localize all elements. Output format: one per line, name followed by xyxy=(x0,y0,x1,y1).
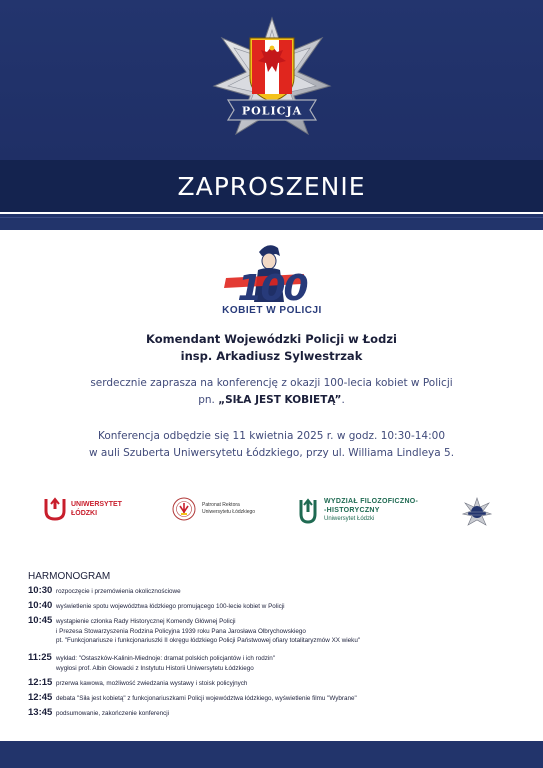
inviter-name: insp. Arkadiusz Sylwestrzak xyxy=(180,349,363,363)
schedule-time: 11:25 xyxy=(28,652,52,663)
schedule-time: 13:45 xyxy=(28,707,53,718)
conference-name-line xyxy=(0,392,543,409)
faculty-mark-icon xyxy=(298,498,318,524)
schedule-item xyxy=(28,615,360,646)
conference-name-suffix: . xyxy=(341,394,345,406)
schedule-time: 10:30 xyxy=(28,585,53,596)
university-mark-icon xyxy=(44,497,66,521)
university-logo xyxy=(44,497,122,521)
university-name-line2: ŁÓDZKI xyxy=(71,510,98,517)
schedule-desc: debata "Siła jest kobietą" z funkcjonariuszkami Policji województwa łódzkiego, wyświetlenie filmu "Wybrane" xyxy=(56,695,357,702)
rector-patronage-logo xyxy=(172,497,255,521)
title-band xyxy=(0,160,543,212)
schedule-item xyxy=(28,600,285,612)
schedule-time: 12:15 xyxy=(28,677,53,688)
event-location: w auli Szuberta Uniwersytetu Łódzkiego, przy ul. Williama Lindleya 5. xyxy=(88,447,455,459)
event-details xyxy=(0,428,543,462)
schedule-time: 12:45 xyxy=(28,692,53,703)
patronage-line1: Patronat Rektora xyxy=(202,502,240,508)
police-star-small-icon xyxy=(462,497,492,527)
footer-band xyxy=(0,741,543,768)
schedule-desc: przerwa kawowa, możliwość zwiedzania wystawy i stoisk policyjnych xyxy=(56,680,248,687)
faculty-university-line: Uniwersytet Łódzki xyxy=(324,516,375,522)
page-title: ZAPROSZENIE xyxy=(177,171,366,201)
schedule-item xyxy=(28,692,357,704)
schedule-time: 10:40 xyxy=(28,600,53,611)
schedule-desc: podsumowanie, zakończenie konferencji xyxy=(56,710,170,717)
schedule-desc: wyświetlenie spotu województwa łódzkiego promującego 100-lecie kobiet w Policji xyxy=(56,603,285,610)
police-emblem-logo xyxy=(462,497,492,531)
invitation-line: serdecznie zaprasza na konferencję z okazji 100-lecia kobiet w Policji xyxy=(90,377,453,389)
schedule-desc: i Prezesa Stowarzyszenia Rodzina Policyjna 1939 roku Pana Jarosława Olbrychowskiego xyxy=(56,627,306,635)
conference-name-prefix: pn. xyxy=(198,394,219,406)
logo-caption: KOBIET W POLICJI xyxy=(222,305,322,316)
inviter-title: Komendant Wojewódzki Policji w Łodzi xyxy=(146,332,397,346)
university-name-line1: UNIWERSYTET xyxy=(71,501,122,508)
police-star-icon xyxy=(212,16,332,142)
invitation-text xyxy=(0,375,543,409)
badge-text: POLICJA xyxy=(241,104,303,118)
schedule-desc: wygłosi prof. Albin Głowacki z Instytutu Historii Uniwersytetu Łódzkiego xyxy=(56,664,254,672)
inviter-block xyxy=(0,331,543,365)
partners-row xyxy=(0,495,543,535)
schedule-item xyxy=(28,652,275,673)
patronage-line2: Uniwersytetu Łódzkiego xyxy=(202,509,256,515)
schedule-item xyxy=(28,707,169,719)
event-date: Konferencja odbędzie się 11 kwietnia 2025 r. w godz. 10:30-14:00 xyxy=(97,430,446,442)
header-band xyxy=(0,0,543,160)
divider-band xyxy=(0,212,543,230)
schedule-item xyxy=(28,585,181,597)
schedule-desc: wykład: "Ostaszków-Kalinin-Miednoje: dramat polskich policjantów i ich rodzin" xyxy=(56,655,276,662)
schedule-desc: rozpoczęcie i przemówienia okolicznościowe xyxy=(56,588,181,595)
schedule-title: HARMONOGRAM xyxy=(28,571,111,582)
faculty-name-line2: -HISTORYCZNY xyxy=(324,507,380,514)
logo-number: 100 xyxy=(237,268,307,309)
schedule-item xyxy=(28,677,247,689)
patronage-seal-icon xyxy=(172,497,196,521)
conference-name: „SIŁA JEST KOBIETĄ” xyxy=(218,394,342,406)
faculty-name-line1: WYDZIAŁ FILOZOFICZNO- xyxy=(324,498,419,505)
schedule-desc: pt. "Funkcjonariusze i funkcjonariuszki II okręgu łódzkiego Policji Państwowej ofiary totalitaryzmów XX wieku" xyxy=(56,637,361,645)
schedule-desc: wystąpienie członka Rady Historycznej Komendy Głównej Policji xyxy=(56,618,236,625)
schedule-time: 10:45 xyxy=(28,615,53,626)
faculty-logo xyxy=(298,497,418,524)
